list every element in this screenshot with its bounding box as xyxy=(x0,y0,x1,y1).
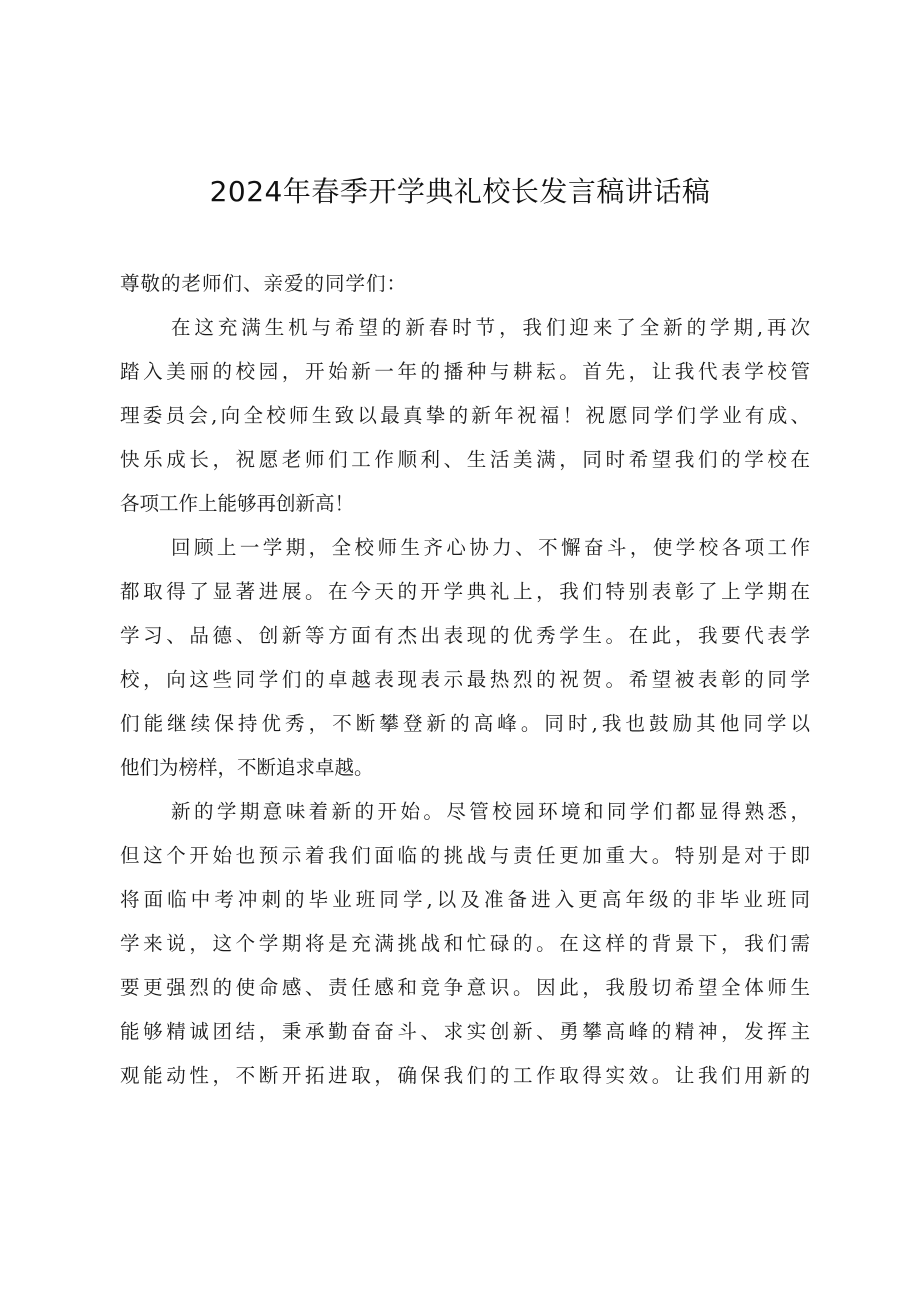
text-line: 将面临中考冲刺的毕业班同学,以及准备进入更高年级的非毕业班同 xyxy=(120,888,810,911)
document-title: 2024年春季开学典礼校长发言稿讲话稿 xyxy=(209,175,711,208)
document-body xyxy=(120,262,810,1098)
paragraph-1 xyxy=(120,306,810,526)
text-line: 要更强烈的使命感、责任感和竞争意识。因此，我殷切希望全体师生 xyxy=(120,976,810,999)
text-line: 学来说，这个学期将是充满挑战和忙碌的。在这样的背景下，我们需 xyxy=(120,932,810,955)
text-line: 都取得了显著进展。在今天的开学典礼上，我们特别表彰了上学期在 xyxy=(120,580,810,603)
text-line: 快乐成长，祝愿老师们工作顺利、生活美满，同时希望我们的学校在 xyxy=(120,448,810,471)
text-line: 能够精诚团结，秉承勤奋奋斗、求实创新、勇攀高峰的精神，发挥主 xyxy=(120,1020,810,1043)
text-line: 观能动性，不断开拓进取，确保我们的工作取得实效。让我们用新的 xyxy=(120,1064,810,1087)
text-line: 校，向这些同学们的卓越表现表示最热烈的祝贺。希望被表彰的同学 xyxy=(120,668,810,691)
text-line: 但这个开始也预示着我们面临的挑战与责任更加重大。特别是对于即 xyxy=(120,844,810,867)
text-line: 回顾上一学期，全校师生齐心协力、不懈奋斗，使学校各项工作 xyxy=(171,536,810,559)
salutation: 尊敬的老师们、亲爱的同学们： xyxy=(120,272,408,295)
text-line: 学习、品德、创新等方面有杰出表现的优秀学生。在此，我要代表学 xyxy=(120,624,810,647)
text-line: 踏入美丽的校园，开始新一年的播种与耕耘。首先，让我代表学校管 xyxy=(120,360,810,383)
text-line: 各项工作上能够再创新高！ xyxy=(120,492,355,515)
text-line: 理委员会,向全校师生致以最真挚的新年祝福！祝愿同学们学业有成、 xyxy=(120,404,810,427)
text-line: 在这充满生机与希望的新春时节，我们迎来了全新的学期,再次 xyxy=(171,316,810,339)
text-line: 他们为榜样，不断追求卓越。 xyxy=(120,756,374,779)
text-line: 们能继续保持优秀，不断攀登新的高峰。同时,我也鼓励其他同学以 xyxy=(120,712,810,735)
paragraph-3 xyxy=(120,790,810,1098)
paragraph-2 xyxy=(120,526,810,790)
text-line: 新的学期意味着新的开始。尽管校园环境和同学们都显得熟悉， xyxy=(171,800,810,823)
